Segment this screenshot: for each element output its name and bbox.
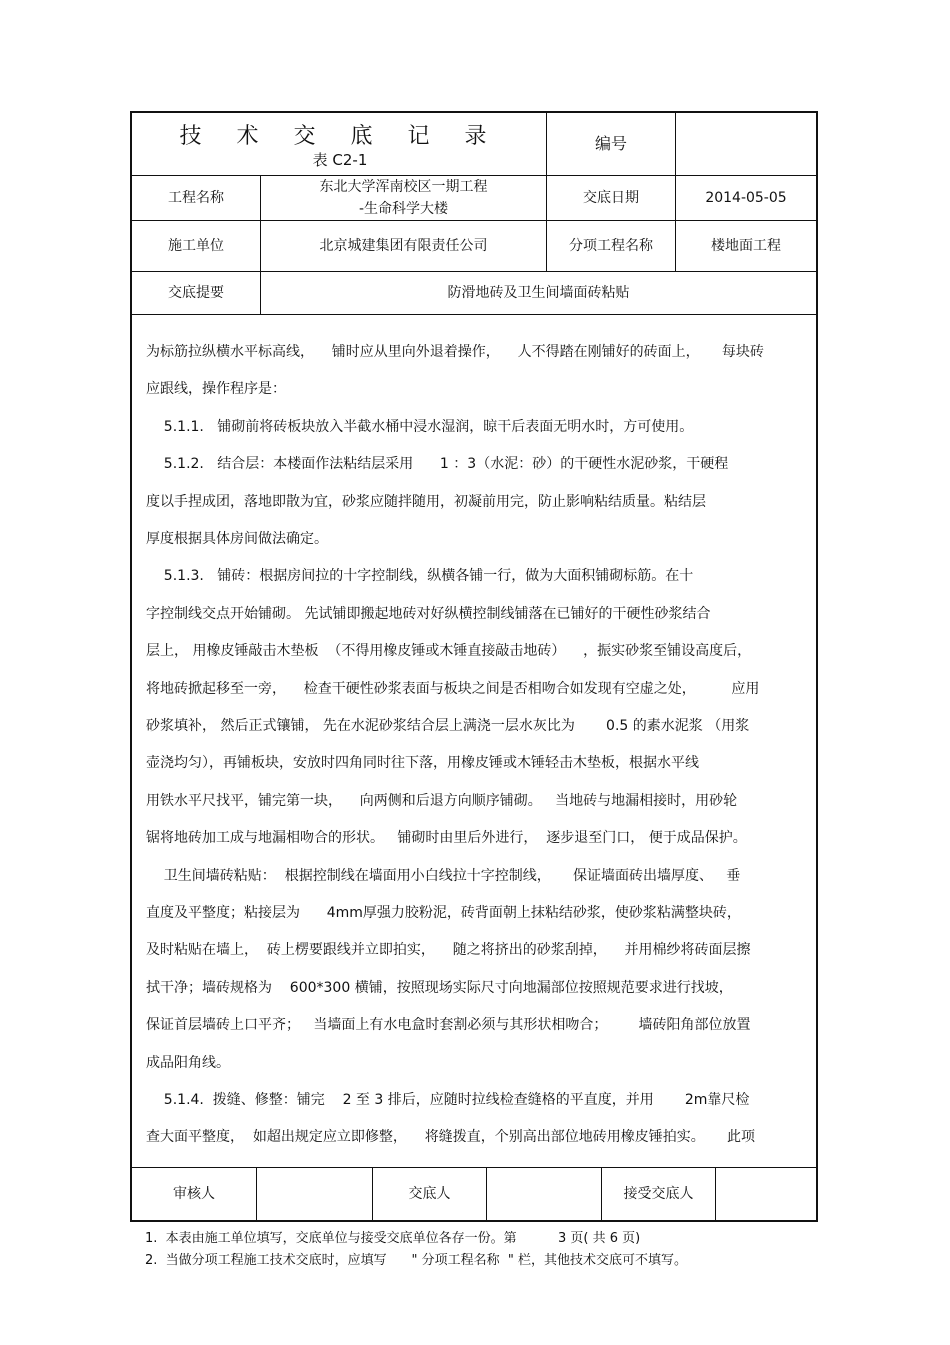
content-line: 5.1.3. 铺砖：根据房间拉的十字控制线，纵横各铺一行，做为大面积铺砌标筋。在十	[146, 568, 694, 584]
project-name-line1: 东北大学浑南校区一期工程	[319, 178, 488, 195]
receiver-label: 接受交底人	[623, 1186, 694, 1202]
content-line: 将地砖掀起移至一旁， 检查干硬性砂浆表面与板块之间是否相吻合如发现有空虚之处， 应用	[146, 681, 760, 697]
content-line: 直度及平整度；粘接层为 4mm厚强力胶粉泥，砖背面朝上抹粘结砂浆，使砂浆粘满整块砖，	[146, 905, 741, 921]
footnote-2: 2. 当做分项工程施工技术交底时，应填写 " 分项工程名称 " 栏，其他技术交底可不填写。	[145, 1253, 687, 1268]
content-line: 壶浇均匀），再铺板块，安放时四角同时往下落，用橡皮锤或木锤轻击木垫板，根据水平线	[146, 755, 699, 771]
content-line: 字控制线交点开始铺砌。 先试铺即搬起地砖对好纵横控制线铺落在已铺好的干硬性砂浆结合	[146, 606, 711, 622]
disclosure-form	[130, 111, 818, 1222]
content-line: 卫生间墙砖粘贴： 根据控制线在墙面用小白线拉十字控制线， 保证墙面砖出墙厚度、 垂	[146, 868, 741, 884]
content-line: 保证首层墙砖上口平齐； 当墙面上有水电盒时套割必须与其形状相吻合； 墙砖阳角部位放置	[146, 1017, 751, 1033]
content-line: 及时粘贴在墙上， 砖上楞要跟线并立即拍实， 随之将挤出的砂浆刮掉， 并用棉纱将砖面层擦	[146, 942, 751, 958]
summary-label: 交底提要	[168, 285, 224, 301]
discloser-label: 交底人	[408, 1186, 451, 1202]
reviewer-label: 审核人	[173, 1186, 215, 1202]
discloser-value	[487, 1168, 601, 1220]
date-value: 2014-05-05	[705, 189, 787, 206]
reviewer-value	[257, 1168, 372, 1220]
number-label: 编号	[594, 134, 627, 153]
document-title: 技 术 交 底 记 录	[179, 124, 501, 149]
content-line: 厚度根据具体房间做法确定。	[146, 531, 328, 547]
project-name-label: 工程名称	[168, 189, 224, 206]
content-line: 砂浆填补， 然后正式镶铺， 先在水泥砂浆结合层上满浇一层水灰比为 0.5 的素水泥浆 （用浆	[146, 718, 750, 734]
contractor-value: 北京城建集团有限责任公司	[319, 238, 488, 254]
content-line: 拭干净；墙砖规格为 600*300 横铺，按照现场实际尺寸向地漏部位按照规范要求进行找坡，	[146, 980, 733, 996]
content-line: 应跟线，操作程序是：	[146, 381, 286, 397]
content-line: 成品阳角线。	[146, 1055, 230, 1071]
number-value	[676, 113, 816, 175]
content-line: 5.1.1. 铺砌前将砖板块放入半截水桶中浸水湿润，晾干后表面无明水时，方可使用。	[146, 419, 694, 435]
summary-value: 防滑地砖及卫生间墙面砖粘贴	[447, 285, 630, 301]
content-line: 层上， 用橡皮锤敲击木垫板 （不得用橡皮锤或木锤直接敲击地砖） ，振实砂浆至铺设高度后，	[146, 643, 752, 659]
content-line: 为标筋拉纵横水平标高线， 铺时应从里向外退着操作， 人不得踏在刚铺好的砖面上， 每块砖	[146, 344, 764, 360]
content-line: 锯将地砖加工成与地漏相吻合的形状。 铺砌时由里后外进行， 逐步退至门口， 便于成品保护。	[146, 830, 747, 846]
content-line: 度以手捏成团，落地即散为宜，砂浆应随拌随用，初凝前用完，防止影响粘结质量。粘结层	[146, 494, 706, 510]
date-label: 交底日期	[583, 189, 639, 206]
contractor-label: 施工单位	[168, 238, 224, 254]
subproject-label: 分项工程名称	[569, 238, 653, 254]
subproject-value: 楼地面工程	[711, 238, 781, 254]
project-name-line2: -生命科学大楼	[358, 200, 449, 217]
content-line: 查大面平整度， 如超出规定应立即修整， 将缝拨直，个别高出部位地砖用橡皮锤拍实。 此项	[146, 1129, 755, 1145]
row-divider	[132, 314, 816, 315]
receiver-value	[716, 1168, 816, 1220]
content-line: 用铁水平尺找平，铺完第一块， 向两侧和后退方向顺序铺砌。 当地砖与地漏相接时，用砂轮	[146, 793, 738, 809]
content-line: 5.1.4. 拨缝、修整：铺完 2 至 3 排后，应随时拉线检查缝格的平直度，并用 2m靠尺检	[146, 1092, 750, 1108]
content-line: 5.1.2. 结合层：本楼面作法粘结层采用 1 ：3（水泥：砂）的干硬性水泥砂浆，干硬程	[146, 456, 729, 472]
footnote-1: 1. 本表由施工单位填写，交底单位与接受交底单位各存一份。第 3 页( 共 6 页)	[145, 1231, 641, 1246]
project-name-value	[261, 175, 546, 220]
form-number: 表 C2-1	[312, 151, 368, 169]
